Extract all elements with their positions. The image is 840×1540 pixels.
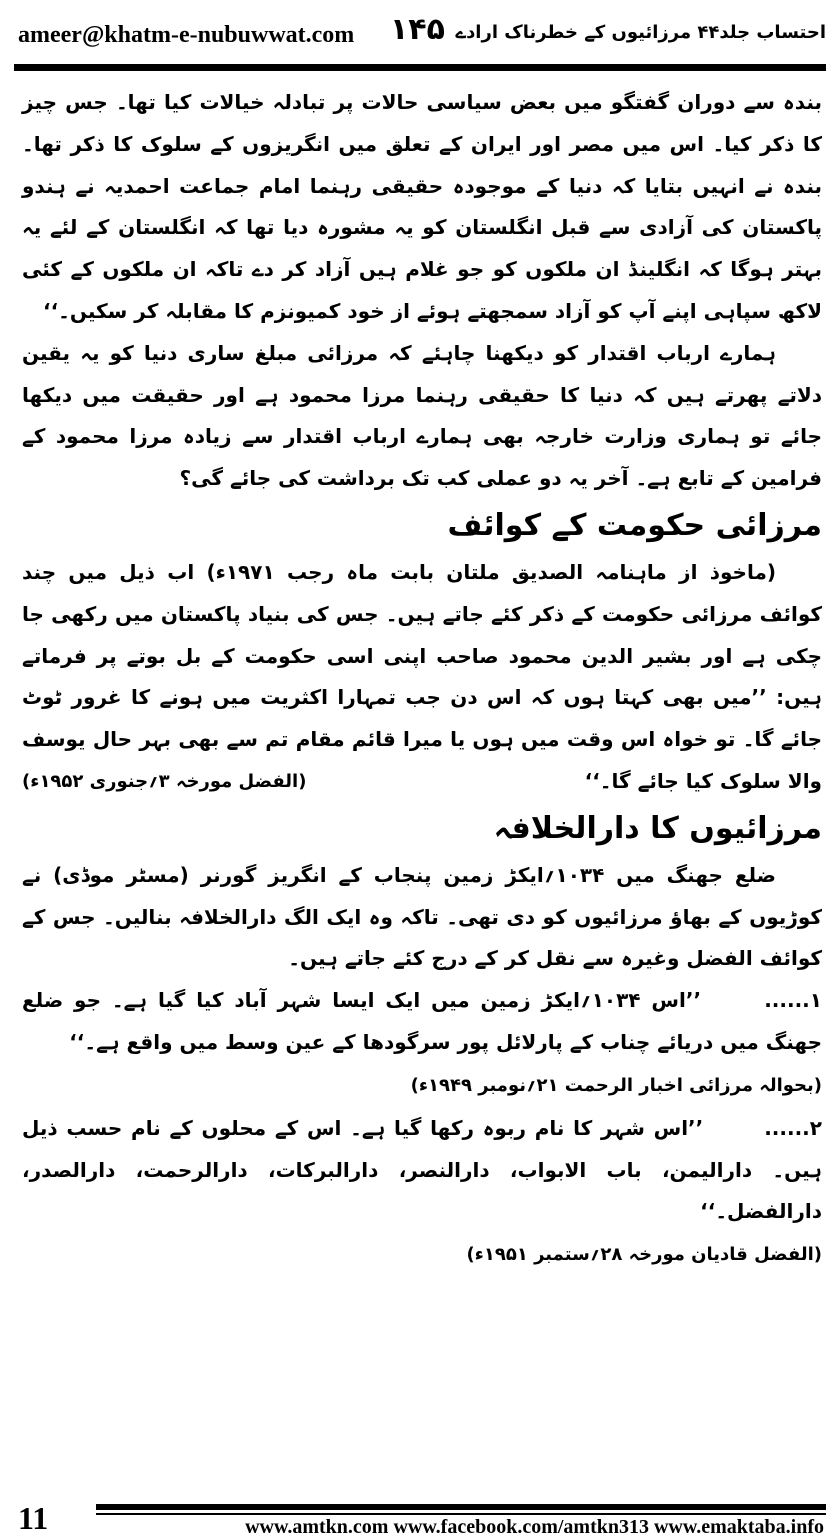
source-citation-1: (بحوالہ مرزائی اخبار الرحمت ۲۱؍نومبر ۱۹۴۹ء) [410, 1074, 822, 1096]
list-item-1-text: ’’اس ۱۰۳۴؍ایکڑ زمین میں ایک ایسا شہر آباد کیا گیا ہے۔ جو ضلع جھنگ میں دریائے چناب کے پارلائل پور سرگودھا کے عین وسط میں واقع ہے۔‘‘ [22, 988, 822, 1054]
page-header [18, 10, 826, 58]
header-email: ameer@khatm-e-nubuwwat.com [18, 22, 355, 48]
paragraph-4: ضلع جھنگ میں ۱۰۳۴؍ایکڑ زمین پنجاب کے انگریز گورنر (مسٹر موڈی) نے کوڑیوں کے بھاؤ مرزائیوں کو دی تھی۔ تاکہ وہ ایک الگ دارالخلافہ بنالیں۔ جس کے کوائف الفضل وغیرہ سے نقل کر کے درج کئے جاتے ہیں۔ [22, 862, 822, 971]
footer-website-links: www.amtkn.com www.facebook.com/amtkn313 www.emaktaba.info [245, 1516, 824, 1538]
footer-page-number: 11 [18, 1500, 49, 1536]
list-item-2-number: ۲...... [764, 1115, 822, 1140]
paragraph-3-text: (ماخوذ از ماہنامہ الصدیق ملتان بابت ماہ رجب ۱۹۷۱ء) اب ذیل میں چند کوائف مرزائی حکومت کے ذکر کئے جاتے ہیں۔ جس کی بنیاد پاکستان میں رکھی جا چکی ہے اور بشیر الدین محمود صاحب اپنی اسی حکومت کے بل بوتے پر فرماتے ہیں: ’’میں بھی کہتا ہوں کہ اس دن جب تمہارا اکثریت میں ہونے کا غرور ٹوٹ جائے گا۔ تو خواہ اس وقت میں ہوں یا میرا قائم مقام تم سے بھی بہر حال یوسف والا سلوک کیا جائے گا۔‘‘ [22, 559, 822, 793]
page-body [22, 82, 822, 1277]
list-item-1-number: ۱...... [764, 988, 822, 1013]
source-citation-2: (الفضل قادیان مورخہ ۲۸؍ستمبر ۱۹۵۱ء) [466, 1244, 822, 1266]
page-footer [0, 1502, 840, 1540]
section-heading-mirzai-government: مرزائی حکومت کے کوائف [447, 507, 822, 543]
paragraph-2: ہمارے ارباب اقتدار کو دیکھنا چاہئے کہ مرزائی مبلغ ساری دنیا کو یہ یقین دلاتے پھرتے ہیں کہ دنیا کا حقیقی رہنما مرزا محمود ہے اور حقیقت میں دیکھا جائے تو ہماری وزارت خارجہ بھی ہمارے ارباب اقتدار سے زیادہ مرزا محمود کے فرامین کے تابع ہے۔ آخر یہ دو عملی کب تک برداشت کی جائے گی؟ [22, 340, 822, 491]
list-item-2 [22, 1108, 822, 1233]
reference-alfazl-1952: (الفضل مورخہ ۳؍جنوری ۱۹۵۲ء) [22, 770, 307, 792]
footer-rule-thin [96, 1513, 826, 1515]
header-page-number: ۱۴۵ [390, 12, 445, 47]
section-heading-capital: مرزائیوں کا دارالخلافہ [493, 810, 822, 846]
list-item-1 [22, 980, 822, 1064]
paragraph-3 [22, 552, 822, 803]
list-item-2-text: ’’اس شہر کا نام ربوہ رکھا گیا ہے۔ اس کے محلوں کے نام حسب ذیل ہیں۔ دارالیمن، باب الابواب، دارالنصر، دارالبرکات، دارالرحمت، دارالصدر، دارالفضل۔‘‘ [22, 1115, 822, 1224]
header-running-title: احتساب جلد۴۴ مرزائیوں کے خطرناک ارادے [455, 22, 826, 43]
paragraph-1: بندہ سے دوران گفتگو میں بعض سیاسی حالات پر تبادلہ خیالات کیا تھا۔ جس چیز کا ذکر کیا۔ اس میں مصر اور ایران کے تعلق میں انگریزوں کے سلوک کا ذکر تھا۔ بندہ نے انہیں بتایا کہ دنیا کے موجودہ حقیقی رہنما امام جماعت احمدیہ نے ہندو پاکستان کی آزادی سے قبل انگلستان کو یہ مشورہ دیا تھا کہ انگلستان کے لئے یہ بہتر ہوگا کہ انگلینڈ ان ملکوں کو جو غلام ہیں آزاد کر دے تاکہ ان ملکوں کے کئی لاکھ سپاہی اپنے آپ کو آزاد سمجھتے ہوئے از خود کمیونزم کا مقابلہ کر سکیں۔‘‘ [22, 90, 822, 323]
footer-rule-thick [96, 1504, 826, 1510]
header-rule [14, 64, 826, 71]
